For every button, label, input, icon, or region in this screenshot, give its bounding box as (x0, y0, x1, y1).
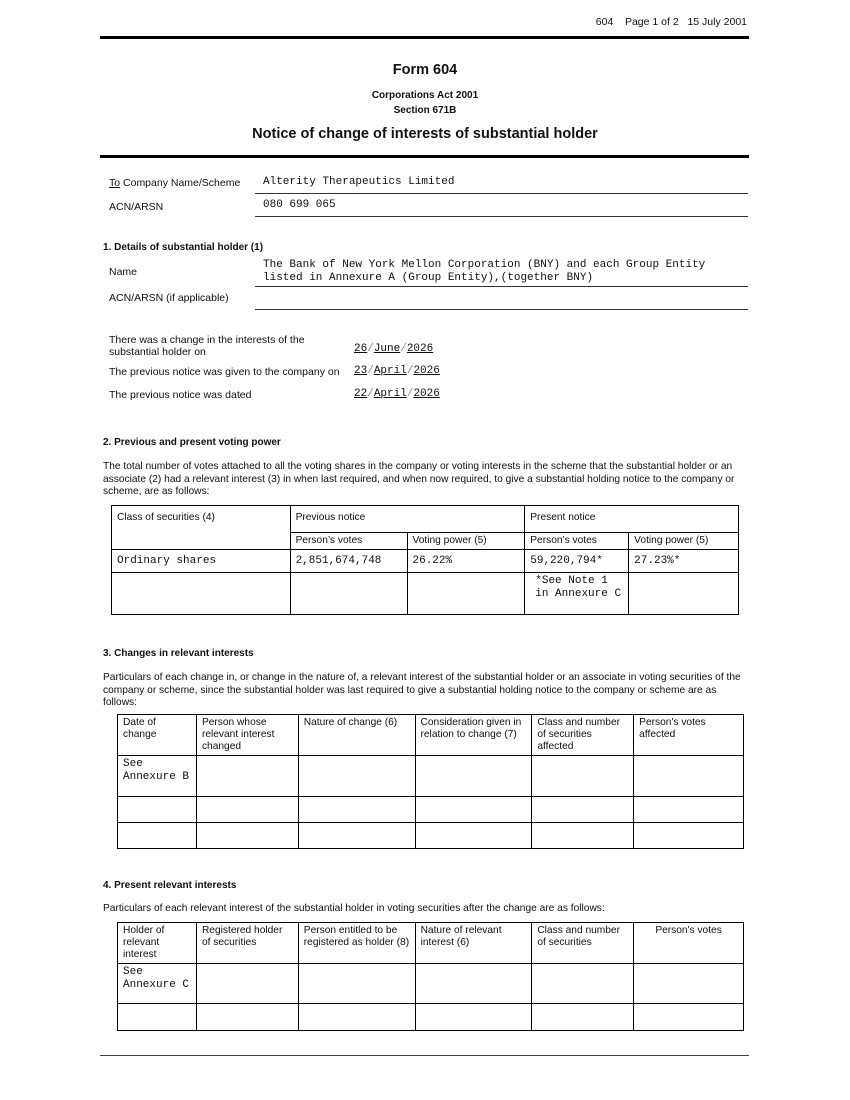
col-consideration: Consideration given in relation to change (7) (415, 715, 532, 756)
act-line: Corporations Act 2001 (371, 90, 479, 101)
col-nature-interest: Nature of relevant interest (6) (415, 923, 532, 964)
col-class-number: Class and number of securities affected (532, 715, 634, 756)
holder-name-line1: The Bank of New York Mellon Corporation (BNY) and each Group Entity (263, 259, 706, 271)
section-line: Section 671B (393, 105, 457, 116)
see-annexure-b: See Annexure B (118, 756, 197, 797)
form-number: 604 (595, 16, 614, 28)
section1-heading: 1. Details of substantial holder (1) (103, 242, 264, 253)
pres-power-value: 27.23%* (629, 550, 739, 573)
pres-power-header: Voting power (5) (629, 533, 739, 550)
pres-votes-value: 59,220,794* (525, 550, 629, 573)
table-row (118, 797, 744, 823)
form-title: Form 604 (392, 62, 458, 78)
company-name-label: To Company Name/Scheme (109, 177, 241, 189)
see-annexure-c: See Annexure C (118, 964, 197, 1004)
holder-name-label: Name (109, 266, 138, 278)
col-class: Class of securities (4) (112, 506, 291, 550)
form-date: 15 July 2001 (687, 16, 747, 28)
bottom-rule (100, 1055, 749, 1056)
section4-heading: 4. Present relevant interests (103, 880, 237, 891)
acn-value: 080 699 065 (263, 199, 336, 211)
acn-label: ACN/ARSN (109, 201, 164, 213)
change-date: 26/June/2026 (354, 343, 434, 355)
prev-power-header: Voting power (5) (407, 533, 525, 550)
prev-votes-header: Person’s votes (290, 533, 407, 550)
note-cell: *See Note 1 in Annexure C (525, 573, 629, 615)
col-person-changed: Person whose relevant interest changed (196, 715, 298, 756)
col-votes-affected: Person's votes affected (634, 715, 744, 756)
pres-votes-header: Person’s votes (525, 533, 629, 550)
section3-paragraph: Particulars of each change in, or change in the nature of, a relevant interest of the substantial holder or an associate in voting securities of the company or scheme, since the substantial holder was last required to give a substantial holding notice to the company or scheme are as follows: (103, 672, 741, 708)
col-class-number-securities: Class and number of securities (532, 923, 634, 964)
class-value: Ordinary shares (112, 550, 291, 573)
col-registered-holder: Registered holder of securities (196, 923, 298, 964)
col-person-entitled: Person entitled to be registered as holder (8) (298, 923, 415, 964)
company-name-value: Alterity Therapeutics Limited (263, 176, 455, 188)
section2-paragraph: The total number of votes attached to all the voting shares in the company or voting interests in the scheme that the substantial holder or an associate (2) had a relevant interest (3) in when last required, and when now required, to give a substantial holding notice to the company or scheme, are as follows: (103, 461, 735, 497)
voting-power-table (111, 505, 739, 615)
title-rule (100, 155, 749, 158)
present-interests-table (117, 922, 744, 1031)
prev-given-label: The previous notice was given to the company on (109, 366, 340, 378)
col-previous-notice: Previous notice (290, 506, 525, 533)
table-row (118, 1004, 744, 1031)
top-rule (100, 36, 749, 39)
page-header (596, 16, 747, 28)
holder-acn-line (255, 309, 748, 310)
table-row (112, 550, 739, 573)
company-name-line (255, 193, 748, 194)
holder-acn-label: ACN/ARSN (if applicable) (109, 292, 229, 304)
col-holder: Holder of relevant interest (118, 923, 197, 964)
col-present-notice: Present notice (525, 506, 739, 533)
section3-heading: 3. Changes in relevant interests (103, 648, 254, 659)
section2-heading: 2. Previous and present voting power (103, 437, 281, 448)
table-row (118, 756, 744, 797)
prev-given-date: 23/April/2026 (354, 365, 440, 377)
holder-name-line (255, 286, 748, 287)
acn-line (255, 216, 748, 217)
change-label: There was a change in the interests of the substantial holder on (109, 334, 305, 358)
notice-title: Notice of change of interests of substantial holder (252, 126, 598, 142)
col-date-of-change: Date of change (118, 715, 197, 756)
changes-table (117, 714, 744, 849)
prev-dated-date: 22/April/2026 (354, 388, 440, 400)
col-persons-votes: Person's votes (634, 923, 744, 964)
prev-votes-value: 2,851,674,748 (290, 550, 407, 573)
table-row (118, 964, 744, 1004)
col-nature-change: Nature of change (6) (298, 715, 415, 756)
holder-name-line2: listed in Annexure A (Group Entity),(together BNY) (263, 272, 594, 284)
prev-dated-label: The previous notice was dated (109, 389, 252, 401)
section4-paragraph: Particulars of each relevant interest of the substantial holder in voting securities after the change are as follows: (103, 903, 605, 914)
prev-power-value: 26.22% (407, 550, 525, 573)
table-row (118, 823, 744, 849)
table-row (112, 573, 739, 615)
page-indicator: Page 1 of 2 (624, 16, 679, 28)
